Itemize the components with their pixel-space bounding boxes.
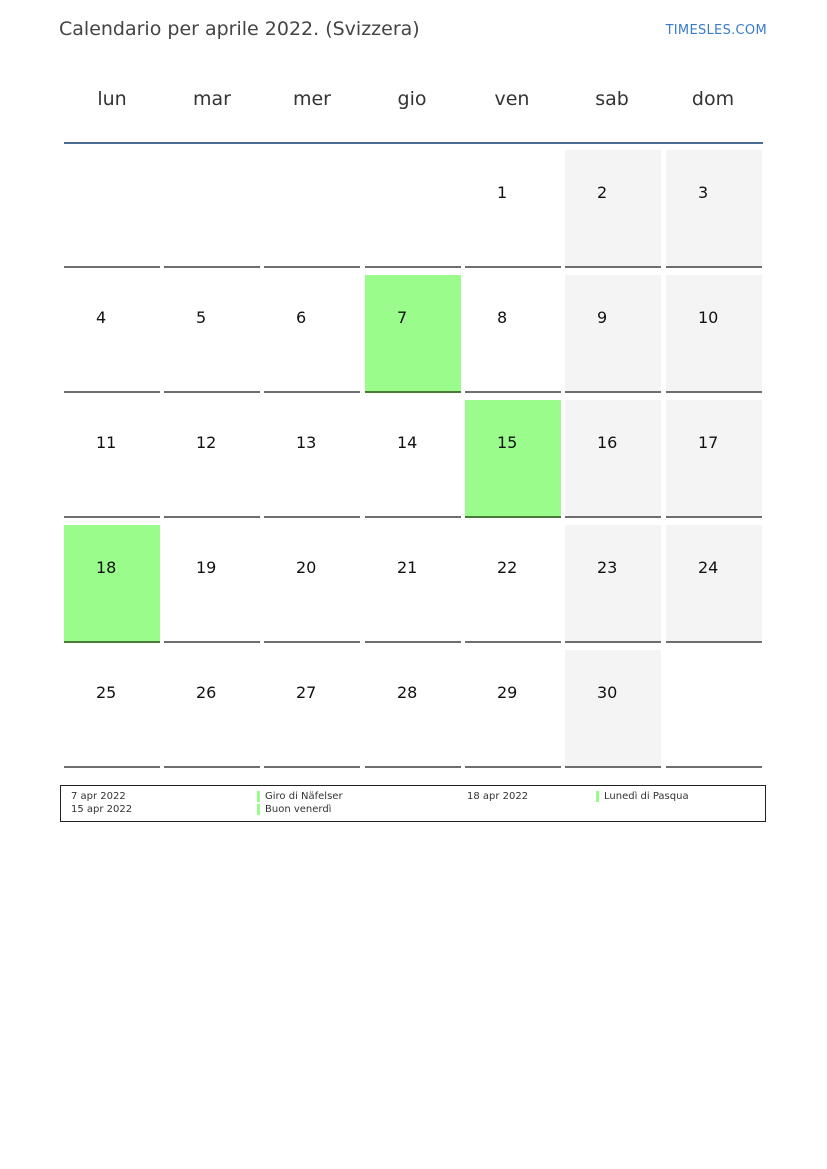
day-cell[interactable] xyxy=(465,275,561,393)
brand-link[interactable]: TIMESLES.COM xyxy=(665,23,767,38)
day-cell[interactable] xyxy=(64,400,160,518)
day-cell[interactable] xyxy=(164,150,260,268)
day-cell[interactable] xyxy=(264,150,360,268)
day-number: 21 xyxy=(397,558,418,577)
day-number: 15 xyxy=(497,433,518,452)
page-title: Calendario per aprile 2022. (Svizzera) xyxy=(59,18,420,40)
weekday-label: dom xyxy=(691,88,735,110)
day-cell[interactable] xyxy=(666,400,762,518)
day-number: 1 xyxy=(497,183,508,202)
day-number: 14 xyxy=(397,433,418,452)
legend-date: 7 apr 2022 xyxy=(71,791,126,802)
legend-holiday-name: Lunedì di Pasqua xyxy=(604,791,689,802)
legend-holiday-name: Buon venerdì xyxy=(265,804,332,815)
day-number: 2 xyxy=(597,183,608,202)
day-cell[interactable] xyxy=(164,400,260,518)
day-cell[interactable] xyxy=(264,400,360,518)
day-cell[interactable] xyxy=(365,150,461,268)
day-number: 6 xyxy=(296,308,307,327)
day-cell[interactable] xyxy=(666,525,762,643)
weekday-label: sab xyxy=(595,88,629,110)
day-number: 3 xyxy=(698,183,709,202)
day-number: 22 xyxy=(497,558,518,577)
day-cell[interactable] xyxy=(465,650,561,768)
day-number: 13 xyxy=(296,433,317,452)
day-cell[interactable] xyxy=(465,400,561,518)
day-number: 27 xyxy=(296,683,317,702)
day-cell[interactable] xyxy=(666,150,762,268)
day-number: 10 xyxy=(698,308,719,327)
day-number: 7 xyxy=(397,308,408,327)
day-cell[interactable] xyxy=(264,650,360,768)
day-number: 11 xyxy=(96,433,117,452)
weekday-header-row xyxy=(64,88,764,120)
day-number: 8 xyxy=(497,308,508,327)
day-number: 5 xyxy=(196,308,207,327)
legend-date: 15 apr 2022 xyxy=(71,804,133,815)
weekday-label: mar xyxy=(193,88,231,110)
day-cell[interactable] xyxy=(365,400,461,518)
day-number: 30 xyxy=(597,683,618,702)
day-cell[interactable] xyxy=(164,525,260,643)
weekday-label: gio xyxy=(397,88,427,110)
day-cell[interactable] xyxy=(64,150,160,268)
weekday-label: ven xyxy=(494,88,530,110)
day-number: 26 xyxy=(196,683,217,702)
day-cell[interactable] xyxy=(365,525,461,643)
day-number: 12 xyxy=(196,433,217,452)
day-cell[interactable] xyxy=(666,650,762,768)
day-cell[interactable] xyxy=(264,525,360,643)
day-number: 9 xyxy=(597,308,608,327)
day-number: 29 xyxy=(497,683,518,702)
day-number: 28 xyxy=(397,683,418,702)
legend-color-swatch xyxy=(257,791,260,802)
day-cell[interactable] xyxy=(565,150,661,268)
day-number: 24 xyxy=(698,558,719,577)
day-number: 17 xyxy=(698,433,719,452)
day-number: 19 xyxy=(196,558,217,577)
header-divider xyxy=(64,142,763,144)
legend-color-swatch xyxy=(257,804,260,815)
day-cell[interactable] xyxy=(64,275,160,393)
weekday-label: mer xyxy=(292,88,331,110)
day-cell[interactable] xyxy=(164,650,260,768)
day-cell[interactable] xyxy=(465,525,561,643)
day-cell[interactable] xyxy=(465,150,561,268)
day-number: 18 xyxy=(96,558,117,577)
day-number: 25 xyxy=(96,683,117,702)
legend-color-swatch xyxy=(596,791,599,802)
day-number: 16 xyxy=(597,433,618,452)
legend-date: 18 apr 2022 xyxy=(467,791,529,802)
day-cell[interactable] xyxy=(264,275,360,393)
day-cell[interactable] xyxy=(365,650,461,768)
day-cell[interactable] xyxy=(565,400,661,518)
day-cell[interactable] xyxy=(64,650,160,768)
day-cell[interactable] xyxy=(565,650,661,768)
day-cell[interactable] xyxy=(164,275,260,393)
day-cell[interactable] xyxy=(64,525,160,643)
holiday-legend xyxy=(60,785,766,822)
day-cell[interactable] xyxy=(365,275,461,393)
day-number: 20 xyxy=(296,558,317,577)
day-number: 23 xyxy=(597,558,618,577)
day-number: 4 xyxy=(96,308,107,327)
day-cell[interactable] xyxy=(565,525,661,643)
day-cell[interactable] xyxy=(565,275,661,393)
day-cell[interactable] xyxy=(666,275,762,393)
weekday-label: lun xyxy=(97,88,127,110)
legend-holiday-name: Giro di Näfelser xyxy=(265,791,343,802)
